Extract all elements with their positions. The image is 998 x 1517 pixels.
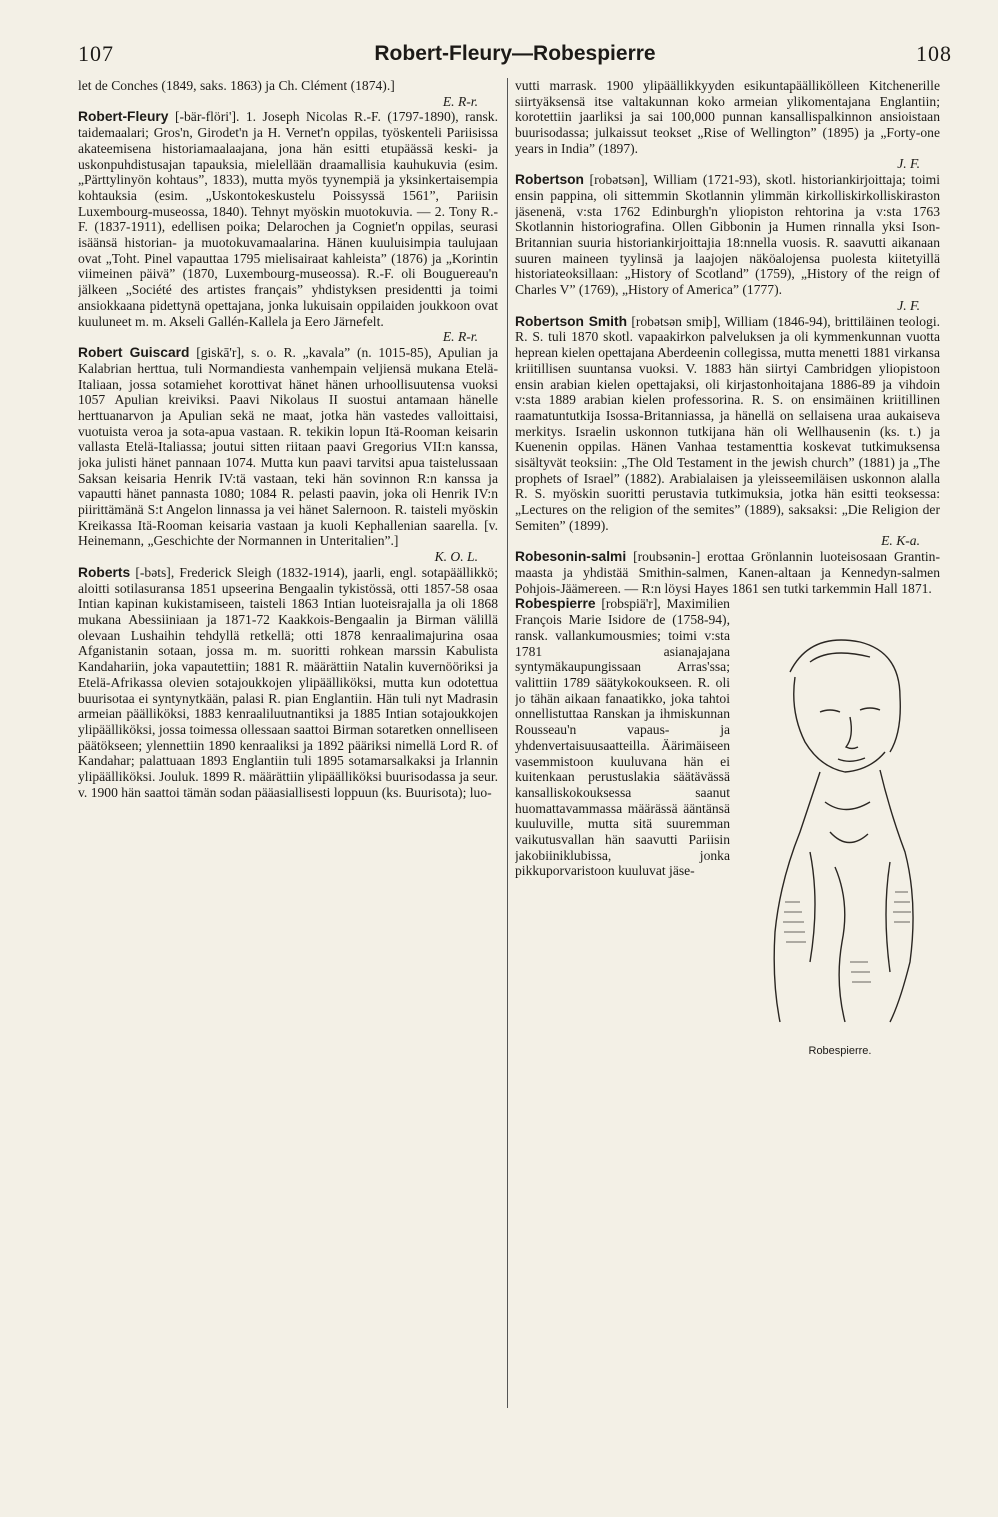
entry-text: [giskā'r], s. o. R. „kavala” (n. 1015-85), Apulian ja Kalabrian herttua, tuli Normandiesta vanhempain veljiensä mukana Etelä-Italiaan, jossa sotamiehet korottivat hänet hänen urhoollisuutensa vuoksi 1057 Apulian kreiviksi. Paavi Nikolaus II suostui antamaan hänelle herttuanarvon ja Apulian sekä ne maat, jotka hän vastedes valloittaisi, vuotuista veroa ja sota-apua vastaan. R. tekikin lopun Itä-Rooman keisarin vallasta Etelä-Italiassa; joutui sitten riitaan paavi Gregorius VII:n kanssa, joka julisti hänet pannaan 1074. Mutta kun paavi tarvitsi apua taistelussaan Saksan keisaria Henrik IV:tä vastaan, teki hän sovinnon R:n kanssa ja vapautti hänet pannasta 1080; 1084 R. pelasti paavin, joka oli Henrik IV:n piirittämänä S:t Angelon linnassa ja vei hänet Salernoon. R. taisteli myöskin Kreikassa Itä-Rooman keisaria vastaan ja kuoli Kephallenian saarella. [v. Heinemann, „Geschichte der Normannen in Unteritalien”.] (78, 344, 498, 549)
entry-robesonin-salmi (515, 549, 940, 596)
entry-text: let de Conches (1849, saks. 1863) ja Ch. Clément (1874).] (78, 78, 395, 93)
running-title: Robert-Fleury—Robespierre (374, 42, 656, 65)
entry-headword: Roberts (78, 564, 131, 580)
entry-robert-guiscard (78, 345, 498, 565)
entry-continuation (78, 78, 498, 109)
column-divider (507, 78, 508, 1408)
author-signature: E. R-r. (442, 329, 478, 345)
entry-text: [-bəts], Frederick Sleigh (1832-1914), jaarli, engl. sotapäällikkö; aloitti sotilasuransa 1851 upseerina Bengaalin tykistössä, otti 1857-58 osaa Intian kapinan kukistamiseen, taisteli 1863 Intian luoteisrajalla ja oli 1868 mukana Abessiiniaan ja 1871-72 Kaakkois-Bengaalin ja Birman välillä olevaan Lushaihin tehdyllä retkellä; otti 1878 kenraalimajurina osaa Afganistanin sotaan, jossa m. m. suoritti rohkean marssin Kabulista Kandahariin, joka vapautettiin; 1881 R. määrättiin Natalin kuvernööriksi ja Etelä-Afrikassa olevien sotajoukkojen ylipäälliköksi, mutta kun odotettua buurisotaa ei syntynytkään, palasi R. pian Englantiin. Hän tuli nyt Madrasin armeian päälliköksi, 1883 kenraaliluutnantiksi ja 1885 Intian sotajoukkojen ylipäälliköksi, jossa toimessa ollessaan saattoi Birman sotaretken onnelliseen päätökseen; ylennettiin 1890 kenraaliksi ja 1892 pääriksi nimellä Lord R. of Kandahar; palattuaan 1893 Englantiin tuli 1895 sotamarsalkaksi ja Irlannin ylipäälliköksi. Jouluk. 1899 R. määrättiin ylipäälliköksi buurisodassa ja seur. v. 1900 hän saattoi tämän sodan pääasiallisesti loppuun (ks. Buurisota); luo- (78, 564, 498, 800)
entry-headword: Robertson Smith (515, 313, 628, 329)
entry-text: [robətsən], William (1721-93), skotl. historiankirjoittaja; toimi ensin pappina, oli sittemmin Skotlannin ylimmän kirkolliskirkolliskiraston jäsenenä, v:sta 1762 Edinburgh'n yliopiston rehtorina ja v:sta 1763 Skotlannin historiografina. Ollen Gibbonin ja Humen rinnalla yksi Ison-Britannian suuria historiankirjoittajia 18:nnella vuosis. R. saavutti aikanaan suuren maineen tyylinsä ja laajojen näköalojensa puolesta kiitetyillä historiateoksillaan: „History of Scotland” (1759), „History of the reign of Charles V” (1769), „History of America” (1777). (515, 172, 940, 298)
left-page-number: 107 (78, 41, 114, 66)
entry-continuation (515, 78, 940, 172)
portrait-engraving-icon (750, 602, 930, 1042)
entry-headword: Robesonin-salmi (515, 549, 627, 565)
entry-headword: Robertson (515, 172, 584, 188)
page-header (78, 36, 952, 72)
author-signature: E. K-a. (881, 533, 920, 549)
right-column (515, 78, 940, 1417)
entry-text: [roubsənin-] erottaa Grönlannin luoteisosaan Grantin-maasta ja yhdistää Smithin-salmen, Kanen-altaan ja Kennedyn-salmen Pohjois-Jäämereen. — R:n löysi Hayes 1861 sen tutki tarkemmin Hall 1871. (515, 549, 940, 596)
author-signature: E. R-r. (442, 93, 478, 109)
entry-text: [-bär-flöri']. 1. Joseph Nicolas R.-F. (1797-1890), ransk. taidemaalari; Gros'n, Girodet'n ja H. Vernet'n oppilas, työskenteli Pariisissa akateemisena historiamaalaajana, jona hän esitti etupäässä keski- ja uskonpuhdistusajan tapauksia, mielellään draamallisia kauhukuvia (esim. „Pärttylinyön kohtaus”, 1833), mutta myös tyynempiä ja yksinkertaisempia kohtauksia (esim. „Uskontokeskustelu Poissyssä 1561”, Pariisin Luxembourg-museossa, 1840). Tehnyt myöskin muotokuvia. — 2. Tony R.-F. (1837-1911), edellisen poika; Delarochen ja Cogniet'n oppilas, seurasi isäänsä historian- ja muotokuvamaalarina. Hänen kuuluisimpia taulujaan ovat „Toht. Pinel vapauttaa 1795 mielisairaat kahleista” (1876) ja „Korintin viimeinen päivä” (1870, Luxembourg-museossa). R.-F. oli Bouguereau'n jälkeen „Société des artistes français” yhdistyksen presidentti ja toimi ansiokkaana pidettynä opettajana, jonka lukuisain oppilaiden joukkoon ovat kuuluneet m. m. Akseli Gallén-Kallela ja Eero Järnefelt. (78, 109, 498, 329)
left-column (78, 78, 498, 1417)
entry-headword: Robespierre (515, 596, 596, 612)
robespierre-portrait (740, 602, 940, 1072)
entry-text: vutti marrask. 1900 ylipäällikkyyden esikuntapäällikölleen Kitchenerille siirtyäksensä itse valtakunnan koko armeian ylikomentajana Englantiin; korotettiin jaarliksi ja sai 100,000 punnan kansallispalkinnon ansioistaan buurisodassa; julkaissut teokset „Rise of Wellington” (1895) ja „Forty-one years in India” (1897). (515, 78, 940, 156)
right-page-number: 108 (915, 41, 952, 66)
entry-robert-fleury (78, 109, 498, 345)
entry-text: [robspiä'r], Maximilien François Marie Isidore de (1758-94), ransk. vallankumousmies; toimi v:sta 1781 asianajajana syntymäkaupungissaan Arras'ssa; valittiin 1789 säätykokoukseen. R. oli jo tähän aikaan fanaatikko, joka tahtoi onnellistuttaa Ranskan ja ihmiskunnan Rousseau'n vapaus- ja yhdenvertaisuusaatteilla. Äärimäiseen vasemmistoon kuuluvana hän ei kuitenkaan perustuslakia säätävässä kansalliskokouksessa saanut huomattavammassa määrässä ääntänsä kuuluville, mutta sitä suuremman vaikutusvallan hän saavutti Pariisin jakobiiniklubissa, jonka pikkuporvaristoon kuuluvat jäse- (515, 596, 730, 879)
author-signature: J. F. (897, 156, 920, 172)
entry-roberts (78, 565, 498, 801)
entry-robertson (515, 172, 940, 313)
portrait-caption: Robespierre. (808, 1045, 872, 1058)
author-signature: K. O. L. (434, 549, 478, 565)
entry-headword: Robert Guiscard (78, 344, 190, 360)
entry-robespierre (515, 596, 940, 1058)
entry-robertson-smith (515, 314, 940, 550)
author-signature: J. F. (897, 297, 920, 313)
entry-text: [robətsən smiþ], William (1846-94), brittiläinen teologi. R. S. tuli 1870 skotl. vapaakirkon palveluksen ja oli kymmenkunnan vuotta heprean kielen opettajana Aberdeenin collegissa, mutta menetti 1881 virkansa kriitillisen suuntansa vuoksi. V. 1883 hän siirtyi Cambridgen yliopistoon ensin arabian kielen opettajaksi, oli kirjastonhoitajana 1886-89 ja vihdoin v:sta 1889 arabian kielen professorina. R. S. on ensimäinen kriitillinen raamatuntutkija Isossa-Britanniassa, ja hänellä on sellaisena uraa aukaiseva merkitys. Israelin uskonnon tutkijana hän oli Wellhausenin (ks. t.) ja Kuenenin oppilas. Hänen Vanhaa testamenttia koskevat tutkimuksensa sisältyvät teoksiin: „The Old Testament in the jewish church” (1881) ja „The prophets of Israel” (1882). Arabialaisen ja yleisseemiläisen uskonnon alalla R. S. myöskin suoritti perustavia tutkimuksia, jotka hän esitti teoksessa: „Lectures on the religion of the semites” (1889), saksaksi: „Die Religion der Semiten” (1899). (515, 313, 940, 533)
entry-headword: Robert-Fleury (78, 109, 169, 125)
